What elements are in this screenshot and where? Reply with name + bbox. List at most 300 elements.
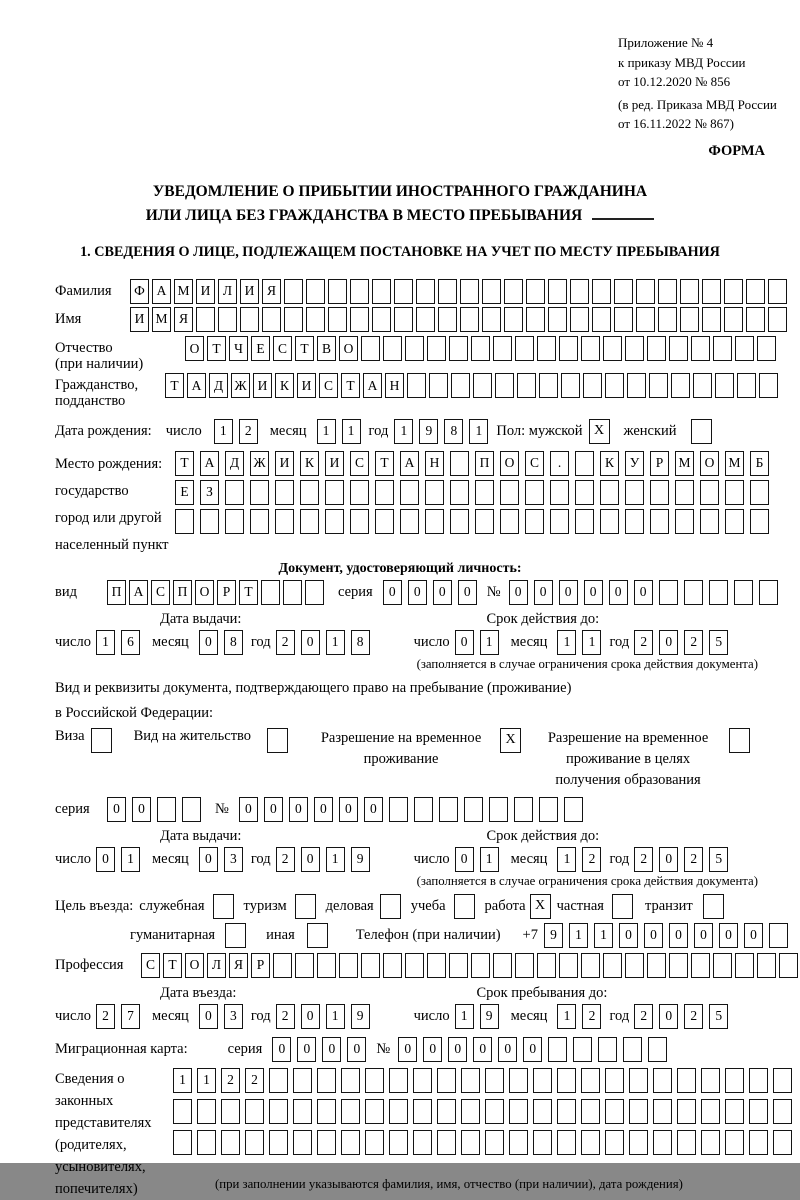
stay-year-input[interactable] [634,1004,728,1029]
char-cell[interactable] [701,1099,720,1124]
char-cell[interactable]: 0 [289,797,308,822]
char-cell[interactable]: 1 [173,1068,192,1093]
char-cell[interactable] [700,509,719,534]
char-cell[interactable]: С [151,580,170,605]
char-cell[interactable] [200,509,219,534]
char-cell[interactable] [275,480,294,505]
char-cell[interactable] [575,480,594,505]
char-cell[interactable]: И [196,279,215,304]
iddoc-issue-year-input[interactable] [276,630,370,655]
char-cell[interactable] [759,373,778,398]
char-cell[interactable] [293,1099,312,1124]
char-cell[interactable] [350,509,369,534]
permit-series-input[interactable] [107,797,201,822]
char-cell[interactable] [372,307,391,332]
char-cell[interactable]: 2 [634,630,653,655]
char-cell[interactable]: Е [251,336,270,361]
char-cell[interactable]: 1 [480,847,499,872]
char-cell[interactable]: 0 [448,1037,467,1062]
char-cell[interactable] [427,953,446,978]
char-cell[interactable] [557,1130,576,1155]
char-cell[interactable]: 2 [239,419,258,444]
char-cell[interactable] [438,279,457,304]
char-cell[interactable] [250,509,269,534]
char-cell[interactable]: 1 [326,630,345,655]
char-cell[interactable]: 1 [326,847,345,872]
profession-input[interactable] [141,953,798,978]
male-checkbox[interactable]: X [589,419,610,444]
char-cell[interactable] [461,1068,480,1093]
char-cell[interactable] [768,279,787,304]
char-cell[interactable] [725,1068,744,1093]
char-cell[interactable] [700,480,719,505]
char-cell[interactable]: 9 [544,923,563,948]
char-cell[interactable]: 0 [634,580,653,605]
char-cell[interactable] [493,953,512,978]
char-cell[interactable]: Т [207,336,226,361]
char-cell[interactable] [570,307,589,332]
char-cell[interactable] [675,480,694,505]
char-cell[interactable] [157,797,176,822]
char-cell[interactable]: 2 [276,847,295,872]
char-cell[interactable]: Т [375,451,394,476]
char-cell[interactable]: 7 [121,1004,140,1029]
purpose-study-checkbox[interactable] [454,894,475,919]
char-cell[interactable]: 1 [469,419,488,444]
char-cell[interactable] [525,509,544,534]
char-cell[interactable] [464,797,483,822]
birthplace-line2-input[interactable] [175,480,769,505]
char-cell[interactable]: Т [165,373,184,398]
char-cell[interactable] [365,1099,384,1124]
char-cell[interactable]: А [129,580,148,605]
char-cell[interactable] [653,1099,672,1124]
char-cell[interactable] [702,307,721,332]
char-cell[interactable]: 2 [96,1004,115,1029]
char-cell[interactable] [269,1130,288,1155]
char-cell[interactable] [221,1130,240,1155]
char-cell[interactable] [600,509,619,534]
char-cell[interactable] [495,373,514,398]
char-cell[interactable] [693,373,712,398]
birth-year-input[interactable] [394,419,488,444]
char-cell[interactable] [350,307,369,332]
char-cell[interactable] [500,480,519,505]
permit-valid-month-input[interactable] [557,847,601,872]
char-cell[interactable] [407,373,426,398]
purpose-other-checkbox[interactable] [307,923,328,948]
char-cell[interactable] [691,953,710,978]
char-cell[interactable] [625,480,644,505]
char-cell[interactable] [749,1068,768,1093]
char-cell[interactable] [413,1068,432,1093]
char-cell[interactable] [394,307,413,332]
char-cell[interactable] [295,953,314,978]
char-cell[interactable] [451,373,470,398]
char-cell[interactable]: 0 [694,923,713,948]
char-cell[interactable]: 0 [534,580,553,605]
char-cell[interactable]: С [273,336,292,361]
char-cell[interactable]: Е [175,480,194,505]
char-cell[interactable] [625,509,644,534]
char-cell[interactable]: 0 [199,630,218,655]
char-cell[interactable] [300,480,319,505]
char-cell[interactable] [485,1130,504,1155]
char-cell[interactable]: И [297,373,316,398]
char-cell[interactable] [701,1068,720,1093]
char-cell[interactable]: 0 [264,797,283,822]
char-cell[interactable] [225,480,244,505]
purpose-business-checkbox[interactable] [380,894,401,919]
char-cell[interactable]: Я [229,953,248,978]
char-cell[interactable] [515,953,534,978]
citizenship-input[interactable] [165,373,778,398]
entry-day-input[interactable] [96,1004,140,1029]
char-cell[interactable] [557,1068,576,1093]
char-cell[interactable]: 0 [383,580,402,605]
char-cell[interactable]: Я [262,279,281,304]
char-cell[interactable]: 0 [458,580,477,605]
char-cell[interactable] [773,1068,792,1093]
char-cell[interactable] [389,1130,408,1155]
char-cell[interactable]: Т [295,336,314,361]
char-cell[interactable]: 0 [408,580,427,605]
char-cell[interactable] [449,336,468,361]
char-cell[interactable] [614,279,633,304]
char-cell[interactable]: Л [207,953,226,978]
char-cell[interactable]: 1 [557,1004,576,1029]
char-cell[interactable]: 0 [455,630,474,655]
char-cell[interactable] [713,953,732,978]
char-cell[interactable] [627,373,646,398]
char-cell[interactable] [614,307,633,332]
char-cell[interactable]: Н [425,451,444,476]
char-cell[interactable] [275,509,294,534]
char-cell[interactable] [649,373,668,398]
char-cell[interactable] [400,480,419,505]
char-cell[interactable]: 0 [423,1037,442,1062]
char-cell[interactable]: 0 [199,1004,218,1029]
char-cell[interactable]: 0 [669,923,688,948]
char-cell[interactable] [581,1099,600,1124]
entry-month-input[interactable] [199,1004,243,1029]
char-cell[interactable] [570,279,589,304]
purpose-tourism-checkbox[interactable] [295,894,316,919]
char-cell[interactable]: 0 [322,1037,341,1062]
char-cell[interactable] [197,1130,216,1155]
char-cell[interactable]: М [725,451,744,476]
char-cell[interactable] [439,797,458,822]
char-cell[interactable] [603,953,622,978]
char-cell[interactable]: С [141,953,160,978]
char-cell[interactable] [245,1099,264,1124]
char-cell[interactable]: З [200,480,219,505]
char-cell[interactable]: 0 [744,923,763,948]
char-cell[interactable] [283,580,302,605]
char-cell[interactable] [485,1068,504,1093]
female-checkbox[interactable] [691,419,712,444]
char-cell[interactable] [677,1130,696,1155]
char-cell[interactable]: 0 [644,923,663,948]
guardians-line1-input[interactable] [173,1068,792,1093]
char-cell[interactable] [450,509,469,534]
char-cell[interactable]: О [185,336,204,361]
char-cell[interactable]: М [152,307,171,332]
char-cell[interactable] [725,1099,744,1124]
char-cell[interactable] [691,336,710,361]
char-cell[interactable] [341,1099,360,1124]
char-cell[interactable] [759,580,778,605]
char-cell[interactable] [473,373,492,398]
char-cell[interactable] [575,509,594,534]
char-cell[interactable]: А [200,451,219,476]
char-cell[interactable] [460,279,479,304]
char-cell[interactable] [677,1099,696,1124]
char-cell[interactable]: 0 [199,847,218,872]
char-cell[interactable] [675,509,694,534]
char-cell[interactable] [427,336,446,361]
char-cell[interactable] [653,1130,672,1155]
char-cell[interactable]: 2 [276,1004,295,1029]
char-cell[interactable] [471,953,490,978]
char-cell[interactable]: А [152,279,171,304]
char-cell[interactable]: М [174,279,193,304]
char-cell[interactable] [400,509,419,534]
char-cell[interactable]: 1 [121,847,140,872]
char-cell[interactable] [550,509,569,534]
char-cell[interactable] [659,580,678,605]
char-cell[interactable] [437,1068,456,1093]
char-cell[interactable]: 2 [276,630,295,655]
char-cell[interactable] [482,279,501,304]
char-cell[interactable]: И [253,373,272,398]
char-cell[interactable]: П [173,580,192,605]
char-cell[interactable] [581,953,600,978]
char-cell[interactable] [269,1068,288,1093]
char-cell[interactable] [341,1130,360,1155]
char-cell[interactable]: 0 [659,847,678,872]
char-cell[interactable]: И [130,307,149,332]
char-cell[interactable] [218,307,237,332]
char-cell[interactable] [650,480,669,505]
char-cell[interactable] [623,1037,642,1062]
char-cell[interactable]: 1 [317,419,336,444]
char-cell[interactable] [485,1099,504,1124]
char-cell[interactable]: 0 [398,1037,417,1062]
char-cell[interactable] [389,1068,408,1093]
char-cell[interactable] [509,1099,528,1124]
char-cell[interactable] [461,1130,480,1155]
char-cell[interactable] [438,307,457,332]
char-cell[interactable] [750,509,769,534]
char-cell[interactable] [658,307,677,332]
permit-valid-day-input[interactable] [455,847,499,872]
char-cell[interactable]: 1 [582,630,601,655]
permit-number-input[interactable] [239,797,583,822]
char-cell[interactable] [779,953,798,978]
char-cell[interactable]: И [275,451,294,476]
iddoc-issue-month-input[interactable] [199,630,243,655]
char-cell[interactable]: Д [225,451,244,476]
char-cell[interactable]: 2 [582,1004,601,1029]
char-cell[interactable]: 8 [444,419,463,444]
char-cell[interactable] [526,307,545,332]
char-cell[interactable]: 1 [214,419,233,444]
char-cell[interactable]: 5 [709,630,728,655]
iddoc-series-input[interactable] [383,580,477,605]
char-cell[interactable] [306,307,325,332]
char-cell[interactable] [350,279,369,304]
char-cell[interactable]: 0 [301,630,320,655]
iddoc-valid-day-input[interactable] [455,630,499,655]
char-cell[interactable]: 0 [719,923,738,948]
char-cell[interactable] [173,1130,192,1155]
char-cell[interactable] [317,1130,336,1155]
char-cell[interactable] [724,279,743,304]
char-cell[interactable] [550,480,569,505]
char-cell[interactable] [300,509,319,534]
char-cell[interactable] [383,953,402,978]
char-cell[interactable]: 0 [433,580,452,605]
char-cell[interactable] [559,336,578,361]
char-cell[interactable] [413,1130,432,1155]
char-cell[interactable] [339,953,358,978]
char-cell[interactable]: 0 [297,1037,316,1062]
char-cell[interactable]: 0 [584,580,603,605]
char-cell[interactable] [677,1068,696,1093]
char-cell[interactable] [383,336,402,361]
guardians-line2-input[interactable] [173,1099,792,1124]
char-cell[interactable] [221,1099,240,1124]
char-cell[interactable] [684,580,703,605]
char-cell[interactable]: 0 [559,580,578,605]
char-cell[interactable]: 1 [197,1068,216,1093]
char-cell[interactable] [416,307,435,332]
char-cell[interactable] [361,336,380,361]
char-cell[interactable]: Д [209,373,228,398]
char-cell[interactable] [669,336,688,361]
char-cell[interactable] [548,279,567,304]
char-cell[interactable] [581,1130,600,1155]
char-cell[interactable] [361,953,380,978]
char-cell[interactable] [429,373,448,398]
char-cell[interactable]: 0 [619,923,638,948]
char-cell[interactable] [773,1130,792,1155]
char-cell[interactable] [449,953,468,978]
char-cell[interactable] [680,307,699,332]
migration-card-number-input[interactable] [398,1037,667,1062]
iddoc-type-input[interactable] [107,580,324,605]
char-cell[interactable]: Я [174,307,193,332]
char-cell[interactable]: 3 [224,1004,243,1029]
char-cell[interactable]: Т [175,451,194,476]
char-cell[interactable] [182,797,201,822]
purpose-private-checkbox[interactable] [612,894,633,919]
char-cell[interactable] [341,1068,360,1093]
char-cell[interactable] [489,797,508,822]
char-cell[interactable] [625,336,644,361]
char-cell[interactable]: 9 [480,1004,499,1029]
char-cell[interactable] [372,279,391,304]
char-cell[interactable]: С [525,451,544,476]
char-cell[interactable] [325,509,344,534]
char-cell[interactable]: 2 [221,1068,240,1093]
char-cell[interactable] [269,1099,288,1124]
char-cell[interactable] [517,373,536,398]
temp-residence-education-checkbox[interactable] [729,728,750,753]
char-cell[interactable]: С [350,451,369,476]
char-cell[interactable] [414,797,433,822]
char-cell[interactable]: О [185,953,204,978]
char-cell[interactable] [317,1099,336,1124]
char-cell[interactable] [284,279,303,304]
temp-residence-checkbox[interactable]: X [500,728,521,753]
purpose-humanitarian-checkbox[interactable] [225,923,246,948]
birthplace-line3-input[interactable] [175,509,769,534]
char-cell[interactable]: 2 [684,847,703,872]
char-cell[interactable]: 1 [394,419,413,444]
char-cell[interactable] [647,953,666,978]
char-cell[interactable]: 0 [498,1037,517,1062]
char-cell[interactable] [603,336,622,361]
char-cell[interactable] [592,279,611,304]
char-cell[interactable] [273,953,292,978]
visa-checkbox[interactable] [91,728,112,753]
char-cell[interactable]: 0 [609,580,628,605]
char-cell[interactable]: 2 [245,1068,264,1093]
char-cell[interactable]: 0 [314,797,333,822]
char-cell[interactable]: И [240,279,259,304]
char-cell[interactable] [405,953,424,978]
char-cell[interactable] [413,1099,432,1124]
char-cell[interactable] [305,580,324,605]
char-cell[interactable]: 0 [347,1037,366,1062]
char-cell[interactable]: И [325,451,344,476]
char-cell[interactable]: Ж [250,451,269,476]
char-cell[interactable]: 0 [301,1004,320,1029]
char-cell[interactable] [293,1068,312,1093]
char-cell[interactable] [573,1037,592,1062]
char-cell[interactable]: 0 [523,1037,542,1062]
char-cell[interactable]: Т [239,580,258,605]
iddoc-issue-day-input[interactable] [96,630,140,655]
char-cell[interactable] [375,480,394,505]
char-cell[interactable] [746,307,765,332]
char-cell[interactable] [629,1068,648,1093]
char-cell[interactable] [650,509,669,534]
char-cell[interactable] [262,307,281,332]
char-cell[interactable]: У [625,451,644,476]
char-cell[interactable]: Ж [231,373,250,398]
char-cell[interactable]: А [363,373,382,398]
char-cell[interactable]: 2 [634,1004,653,1029]
char-cell[interactable] [539,373,558,398]
char-cell[interactable]: Р [251,953,270,978]
permit-valid-year-input[interactable] [634,847,728,872]
char-cell[interactable] [701,1130,720,1155]
char-cell[interactable] [605,1068,624,1093]
char-cell[interactable] [725,480,744,505]
char-cell[interactable] [365,1068,384,1093]
char-cell[interactable] [746,279,765,304]
char-cell[interactable] [561,373,580,398]
char-cell[interactable]: С [319,373,338,398]
char-cell[interactable] [293,1130,312,1155]
char-cell[interactable] [437,1130,456,1155]
char-cell[interactable] [575,451,594,476]
char-cell[interactable]: К [275,373,294,398]
char-cell[interactable] [389,797,408,822]
